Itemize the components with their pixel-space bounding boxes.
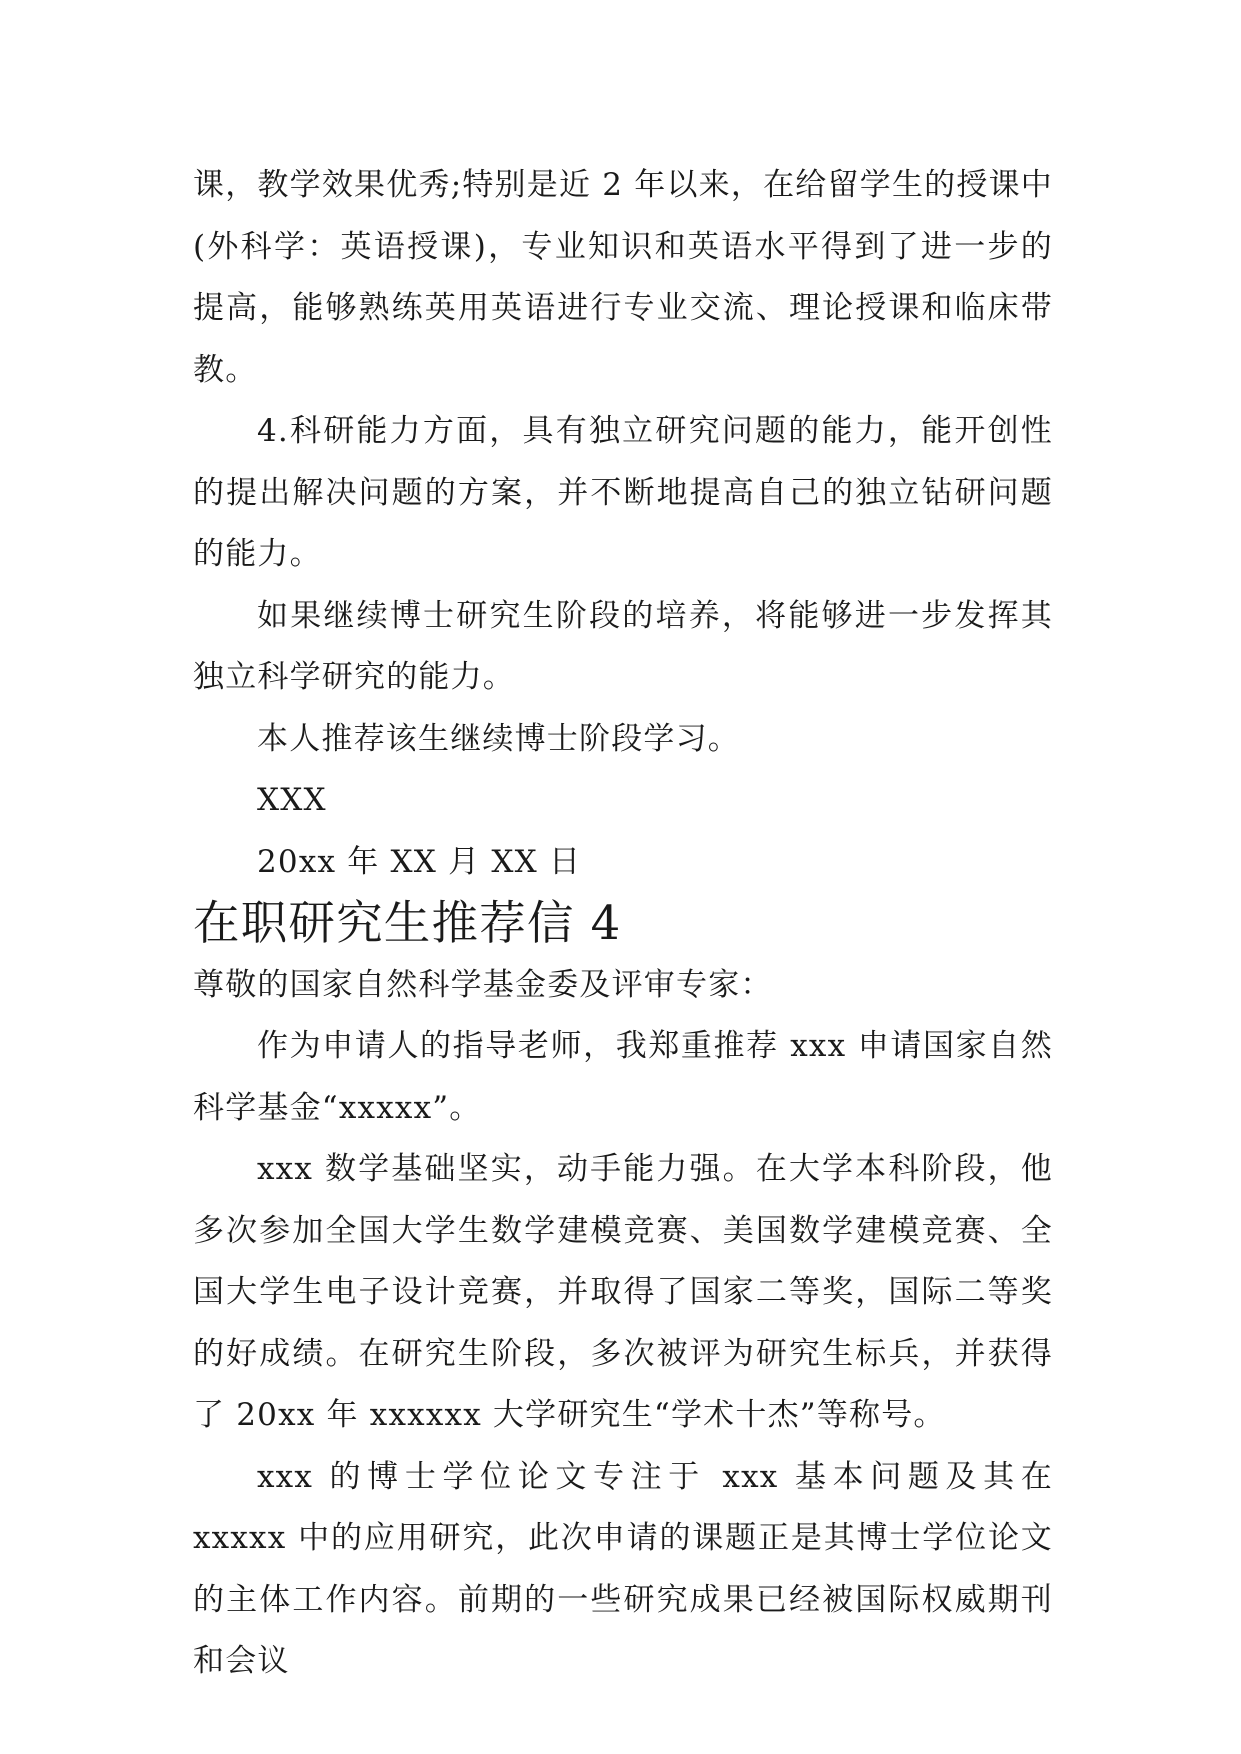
signature-name: XXX — [257, 782, 327, 818]
paragraph-recommendation: 本人推荐该生继续博士阶段学习。 — [257, 720, 740, 757]
paragraph-thesis-research: xxx 的博士学位论文专注于 xxx 基本问题及其在 xxxxx 中的应用研究，此次申请的课题正是其博士学位论文的主体工作内容。前期的一些研究成果已经被国际权威期刊和会议 — [193, 1458, 1053, 1679]
paragraph-continue-phd: 如果继续博士研究生阶段的培养，将能够进一步发挥其独立科学研究的能力。 — [193, 597, 1053, 695]
paragraph-achievements: xxx 数学基础坚实，动手能力强。在大学本科阶段，他多次参加全国大学生数学建模竞赛、美国数学建模竞赛、全国大学生电子设计竞赛，并取得了国家二等奖，国际二等奖的好成绩。在研究生阶段，多次被评为研究生标兵，并获得了 20xx 年 xxxxxx 大学研究生“学术十杰”等称号。 — [193, 1151, 1053, 1433]
paragraph-teaching-effect: 课，教学效果优秀;特别是近 2 年以来，在给留学生的授课中(外科学：英语授课)，专业知识和英语水平得到了进一步的提高，能够熟练英用英语进行专业交流、理论授课和临床带教。 — [193, 167, 1053, 388]
paragraph-research-ability: 4.科研能力方面，具有独立研究问题的能力，能开创性的提出解决问题的方案，并不断地提高自己的独立钻研问题的能力。 — [193, 413, 1053, 572]
document-body — [193, 155, 1053, 1693]
section-title: 在职研究生推荐信 4 — [193, 896, 622, 950]
salutation: 尊敬的国家自然科学基金委及评审专家： — [193, 966, 773, 1003]
paragraph-introduction: 作为申请人的指导老师，我郑重推荐 xxx 申请国家自然科学基金“xxxxx”。 — [193, 1028, 1053, 1126]
signature-date: 20xx 年 XX 月 XX 日 — [257, 843, 582, 880]
